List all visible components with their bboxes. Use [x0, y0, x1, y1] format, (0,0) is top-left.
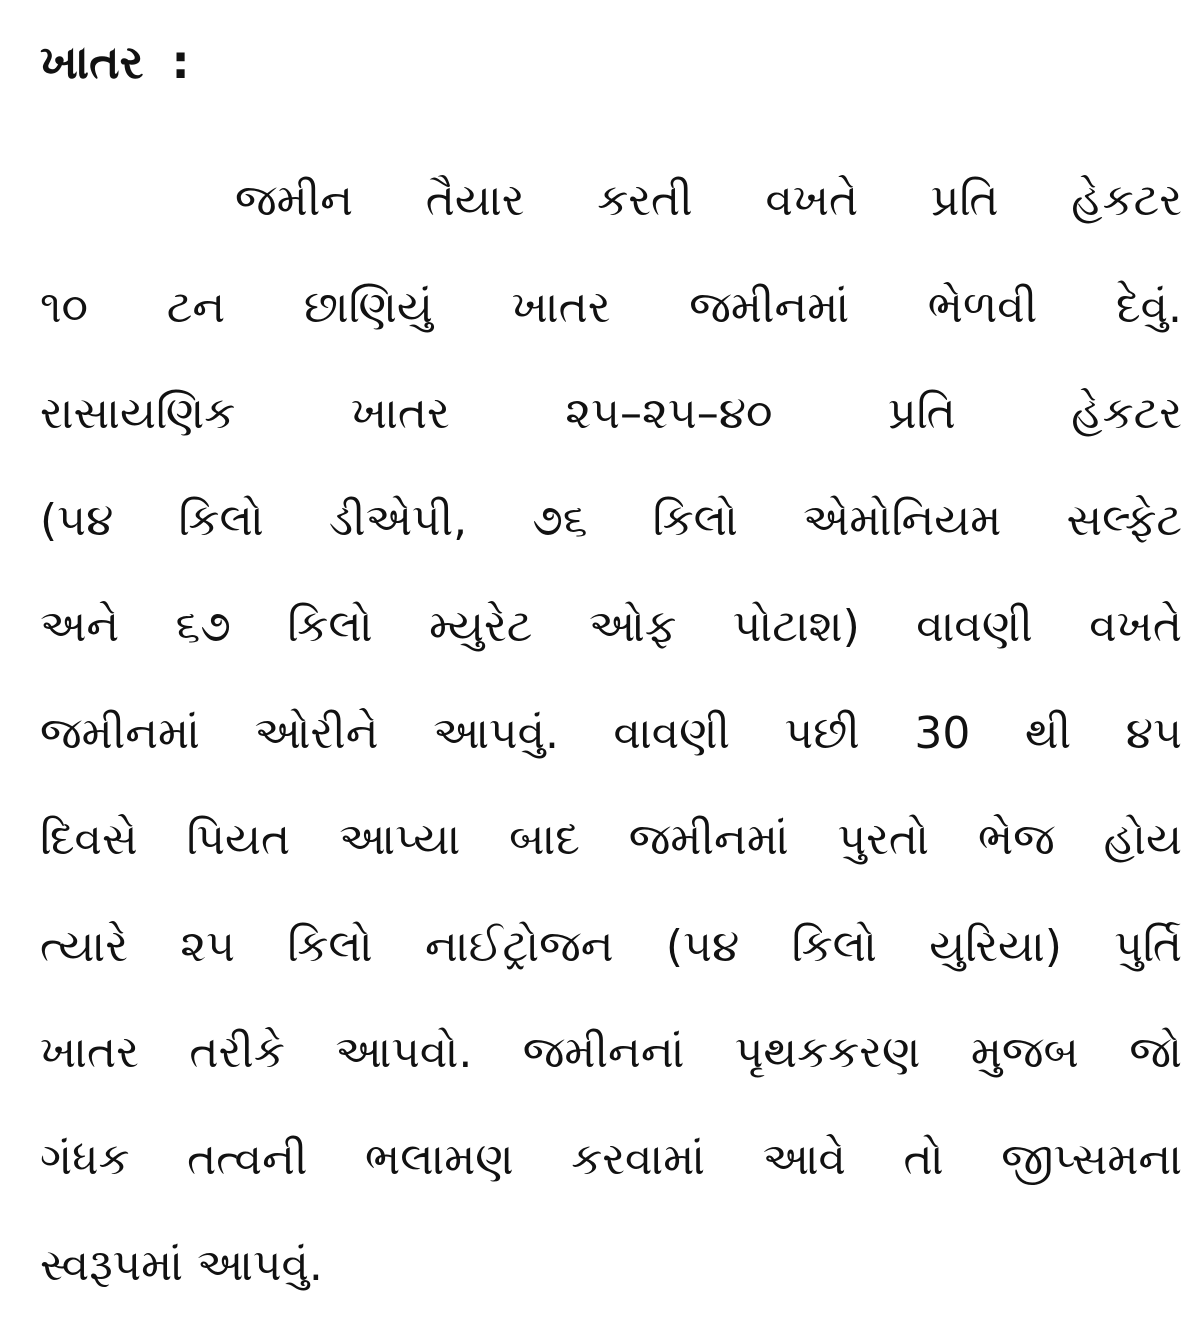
paragraph — [40, 148, 1182, 1320]
paragraph-line: ગંધક તત્વની ભલામણ કરવામાં આવે તો જીપ્સમના — [40, 1133, 1182, 1185]
paragraph-line: દિવસે પિયત આપ્યા બાદ જમીનમાં પુરતો ભેજ હોય — [40, 814, 1182, 865]
paragraph-line: સ્વરૂપમાં આપવું. — [40, 1240, 323, 1291]
section-heading — [40, 22, 1182, 102]
heading-text: ખાતર — [40, 35, 144, 89]
paragraph-line: ત્યારે ૨૫ કિલો નાઈટ્રોજન (૫૪ કિલો યુરિયા) પુર્તિ — [40, 920, 1182, 972]
paragraph-line: જમીનમાં ઓરીને આપવું. વાવણી પછી 30 થી ૪૫ — [40, 707, 1182, 759]
paragraph-line: ૧૦ ટન છાણિયું ખાતર જમીનમાં ભેળવી દેવું. — [40, 281, 1182, 333]
paragraph-line: અને ૬૭ કિલો મ્યુરેટ ઓફ પોટાશ) વાવણી વખતે — [40, 601, 1182, 652]
paragraph-line: જમીન તૈયાર કરતી વખતે પ્રતિ હેકટર — [235, 175, 1182, 226]
heading-colon: : — [171, 35, 190, 89]
paragraph-line: (૫૪ કિલો ડીએપી, ૭૬ કિલો એમોનિયમ સલ્ફેટ — [40, 494, 1182, 546]
paragraph-line: રાસાયણિક ખાતર ૨૫–૨૫–૪૦ પ્રતિ હેકટર — [40, 388, 1182, 439]
paragraph-line: ખાતર તરીકે આપવો. જમીનનાં પૃથકકરણ મુજબ જો — [40, 1027, 1182, 1078]
